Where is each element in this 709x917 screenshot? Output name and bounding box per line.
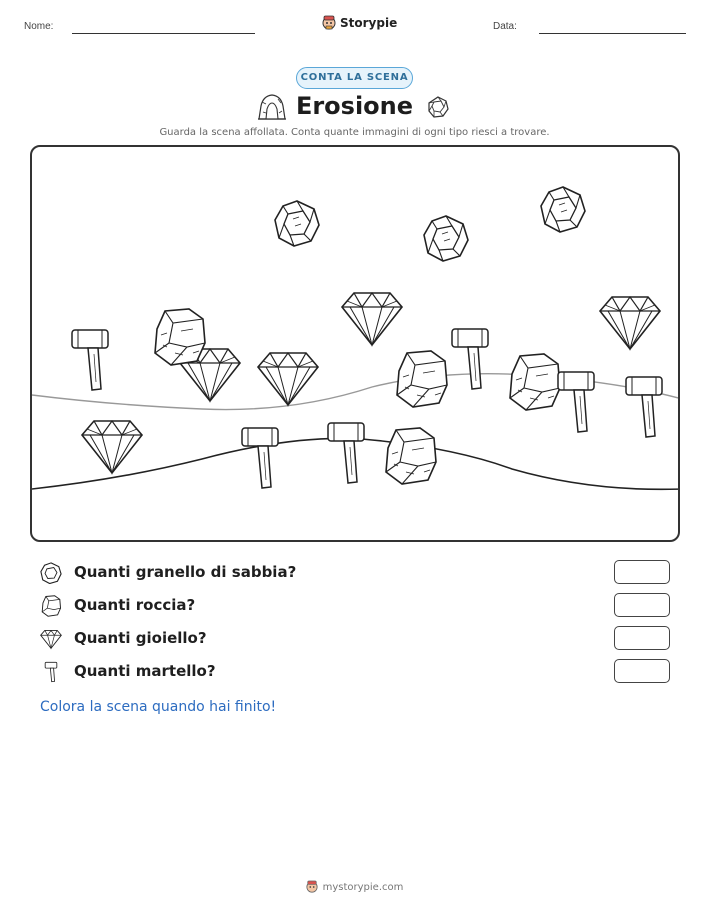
hammer-icon xyxy=(40,661,62,683)
storypie-mascot-icon xyxy=(322,15,336,31)
question-sand-grain xyxy=(40,560,670,586)
question-text: Quanti martello? xyxy=(74,662,216,680)
date-line[interactable] xyxy=(539,33,686,34)
name-line[interactable] xyxy=(72,33,255,34)
question-gem xyxy=(40,626,670,652)
hammer-2[interactable] xyxy=(452,329,488,389)
rock-1[interactable] xyxy=(155,309,205,365)
sand-grain-1[interactable] xyxy=(275,201,319,246)
footer xyxy=(0,880,709,894)
activity-badge: CONTA LA SCENA xyxy=(296,67,413,89)
answer-box-rock[interactable] xyxy=(614,593,670,617)
sand-grain-icon xyxy=(426,95,450,119)
sand-grain-icon xyxy=(40,562,62,584)
rock-3[interactable] xyxy=(510,354,560,410)
question-text: Quanti granello di sabbia? xyxy=(74,563,297,581)
storypie-mascot-icon xyxy=(306,880,318,894)
counting-scene[interactable] xyxy=(30,145,680,542)
coloring-hint: Colora la scena quando hai finito! xyxy=(40,699,277,715)
question-text: Quanti roccia? xyxy=(74,596,196,614)
rock-icon xyxy=(40,595,62,617)
hammer-3[interactable] xyxy=(558,372,594,432)
answer-box-hammer[interactable] xyxy=(614,659,670,683)
hammer-6[interactable] xyxy=(328,423,364,483)
sand-grain-2[interactable] xyxy=(424,216,468,261)
date-label: Data: xyxy=(493,21,517,32)
gem-1[interactable] xyxy=(342,293,402,345)
brand-name: Storypie xyxy=(340,16,398,30)
instructions: Guarda la scena affollata. Conta quante immagini di ogni tipo riesci a trovare. xyxy=(159,127,550,138)
gem-4[interactable] xyxy=(600,297,660,349)
question-hammer xyxy=(40,659,670,685)
brand-logo xyxy=(322,13,397,33)
name-label: Nome: xyxy=(24,21,54,32)
hammer-5[interactable] xyxy=(242,428,278,488)
gem-icon xyxy=(40,628,62,650)
rock-4[interactable] xyxy=(386,428,436,484)
sand-grain-3[interactable] xyxy=(541,187,585,232)
question-text: Quanti gioiello? xyxy=(74,629,207,647)
question-rock xyxy=(40,593,670,619)
rock-2[interactable] xyxy=(397,351,447,407)
answer-box-gem[interactable] xyxy=(614,626,670,650)
page-title: Erosione xyxy=(295,92,414,120)
gem-5[interactable] xyxy=(82,421,142,473)
footer-url[interactable]: mystorypie.com xyxy=(322,881,404,893)
answer-box-sand-grain[interactable] xyxy=(614,560,670,584)
hammer-4[interactable] xyxy=(626,377,662,437)
hammer-1[interactable] xyxy=(72,330,108,390)
gem-3[interactable] xyxy=(258,353,318,405)
